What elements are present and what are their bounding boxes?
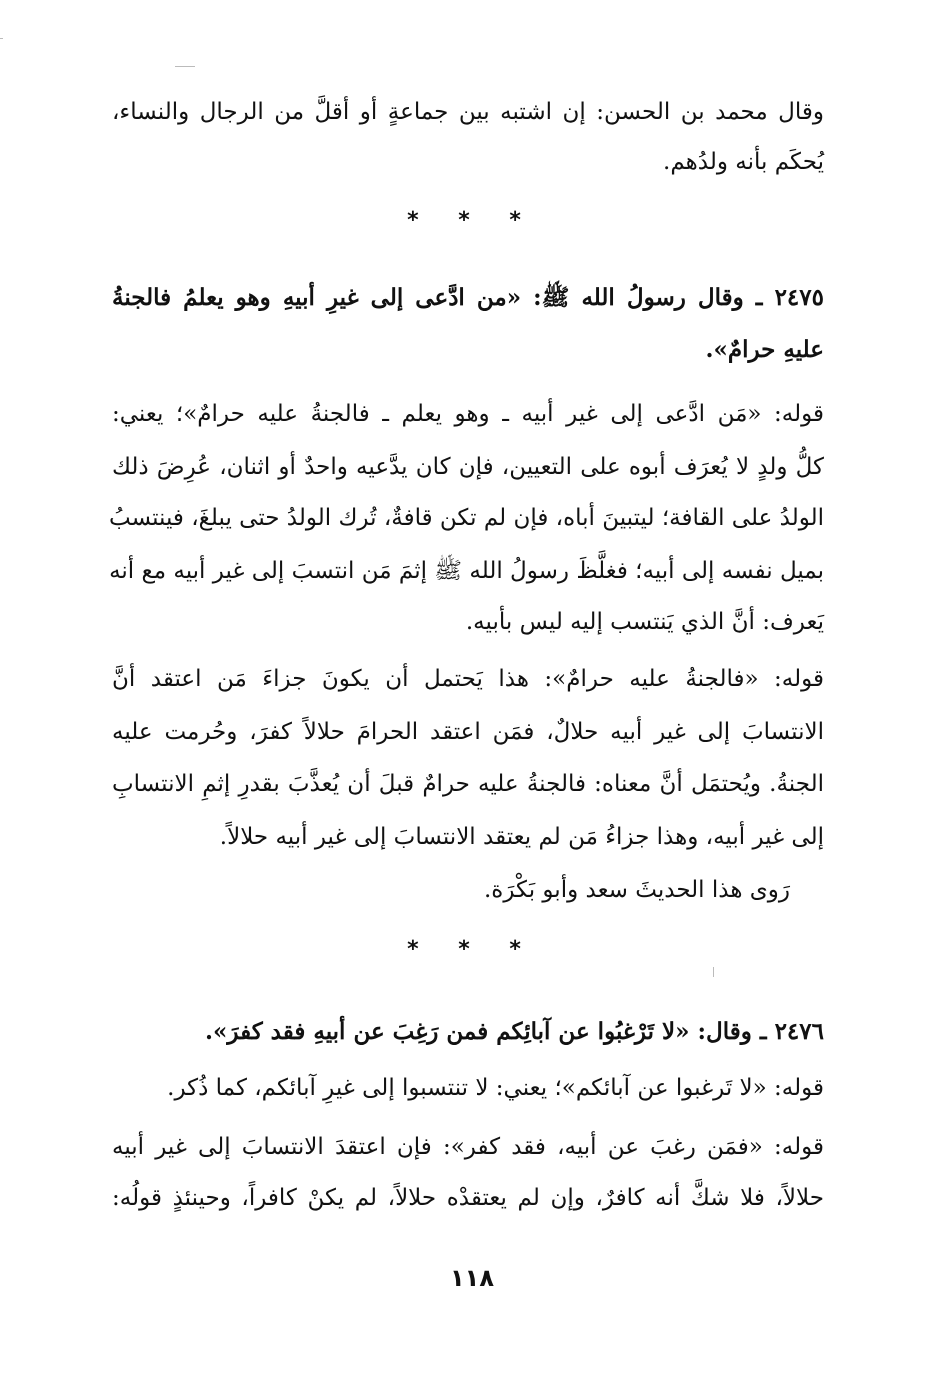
page-number: ١١٨: [450, 1264, 494, 1292]
text-line: يُحكَم بأنه ولدُهم.: [663, 149, 824, 175]
section-separator: * * *: [407, 937, 537, 962]
scan-mark: [0, 38, 3, 39]
commentary-line: الولدُ على القافة؛ ليتبينَ أباه، فإن لم تكن قافةٌ، تُرك الولدُ حتى يبلغَ، فينتسبُ: [109, 505, 824, 531]
commentary-line: الانتسابَ إلى غير أبيه حلالٌ، فمَن اعتقد الحرامَ حلالاً كفرَ، وحُرمت عليه: [112, 719, 824, 745]
section-separator: * * *: [407, 208, 537, 233]
commentary-line: قوله: «فمَن رغبَ عن أبيه، فقد كفر»: فإن اعتقدَ الانتسابَ إلى غير أبيه: [112, 1134, 824, 1160]
commentary-line: يَعرف: أنَّ الذي يَنتسب إليه ليس بأبيه.: [465, 609, 824, 635]
narrators-line: رَوى هذا الحديثَ سعد وأبو بَكْرَة.: [483, 877, 790, 903]
scan-mark: [175, 66, 195, 67]
commentary-line: بميل نفسه إلى أبيه؛ فغلَّظَ رسولُ الله ﷺ إثمَ مَن انتسبَ إلى غير أبيه مع أنه: [109, 558, 824, 584]
commentary-line: إلى غير أبيه، وهذا جزاءُ مَن لم يعتقد الانتسابَ إلى غير أبيه حلالاً.: [219, 824, 824, 850]
scan-mark: [713, 967, 714, 977]
commentary-line: قوله: «مَن ادَّعى إلى غير أبيه ـ وهو يعلم ـ فالجنةُ عليه حرامٌ»؛ يعني:: [112, 401, 824, 427]
commentary-line: حلالاً، فلا شكَّ أنه كافرٌ، وإن لم يعتقدْه حلالاً، لم يكنْ كافراً، وحينئذٍ قولُه:: [112, 1185, 824, 1211]
hadith-2475-line: ٢٤٧٥ ـ وقال رسولُ الله ﷺ: «من ادَّعى إلى غيرِ أبيهِ وهو يعلمُ فالجنةُ: [112, 284, 824, 311]
hadith-2475-line: عليهِ حرامٌ».: [705, 336, 824, 363]
commentary-line: قوله: «فالجنةُ عليه حرامٌ»: هذا يَحتمل أن يكونَ جزاءَ مَن اعتقد أنَّ: [112, 666, 824, 692]
commentary-line: كلُّ ولدٍ لا يُعرَف أبوه على التعيين، فإن كان يدَّعيه واحدٌ أو اثنان، عُرِضَ ذلك: [112, 454, 824, 480]
text-line: وقال محمد بن الحسن: إن اشتبه بين جماعةٍ أو أقلَّ من الرجال والنساء،: [112, 99, 824, 125]
commentary-line: الجنةُ. ويُحتمَل أنَّ معناه: فالجنةُ عليه حرامٌ قبلَ أن يُعذَّبَ بقدرِ إثمِ الانتسابِ: [112, 771, 824, 797]
commentary-line: قوله: «لا تَرغبوا عن آبائكم»؛ يعني: لا تنتسبوا إلى غيرِ آبائكم، كما ذُكر.: [167, 1075, 824, 1101]
hadith-2476-line: ٢٤٧٦ ـ وقال: «لا تَرْغبُوا عن آبائِكم فمن رَغِبَ عن أبيهِ فقد كفرَ».: [205, 1018, 824, 1045]
